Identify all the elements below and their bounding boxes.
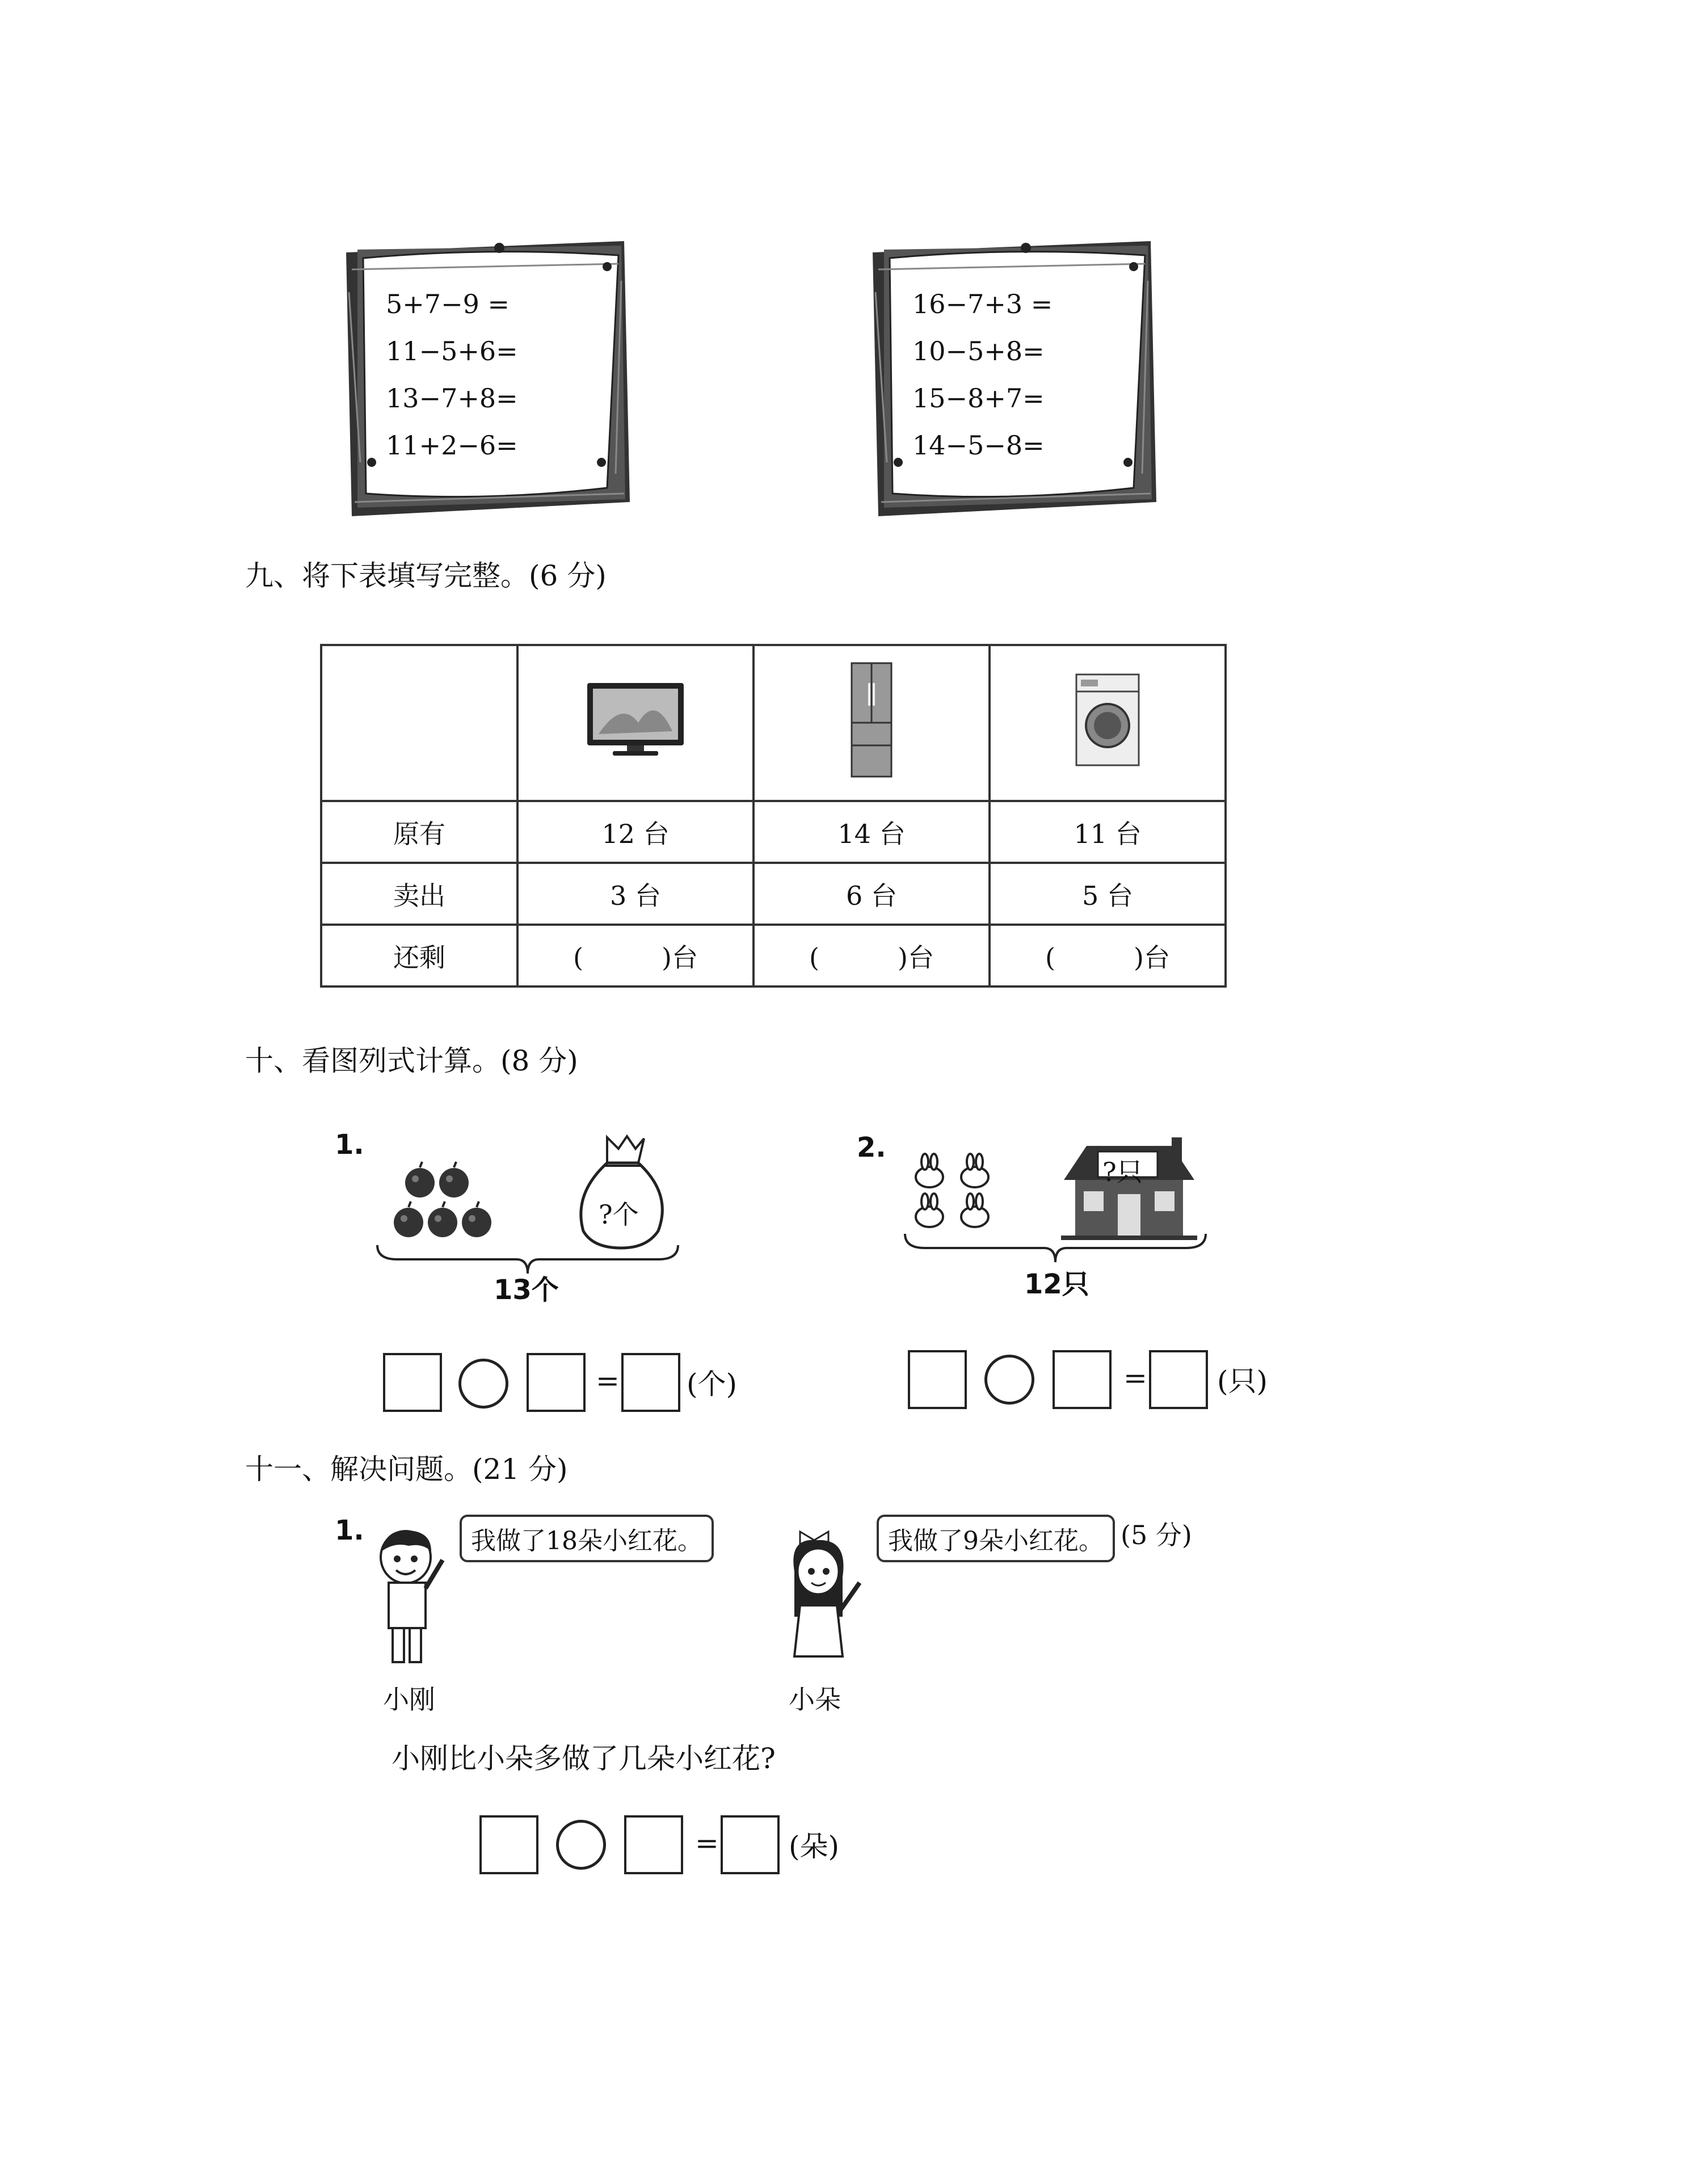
money-bag-icon [573,1132,670,1251]
answer-cell[interactable]: ( )台 [754,925,990,986]
answer-box[interactable] [527,1353,586,1412]
table-corner-cell [321,645,517,801]
equation: 15−8+7= [912,383,1045,414]
answer-box[interactable] [1053,1350,1112,1409]
boy-name: 小刚 [383,1684,435,1715]
points-label: (5 分) [1121,1520,1192,1550]
table-cell: 11 台 [990,801,1226,863]
answer-box[interactable] [1149,1350,1208,1409]
table-cell: 5 台 [990,863,1226,925]
table-cell: 14 台 [754,801,990,863]
unit-label: (个) [687,1368,738,1401]
girl-icon [783,1526,874,1668]
girl-speech-bubble: 我做了9朵小红花。 [877,1515,1115,1562]
bag-label: ?个 [599,1199,639,1230]
answer-box[interactable] [721,1815,780,1874]
equation: 10−5+8= [912,336,1045,366]
washing-machine-icon [1071,672,1144,768]
apples-icon [392,1157,505,1254]
answer-box[interactable] [908,1350,967,1409]
answer-box[interactable] [621,1353,680,1412]
unit-label: (只) [1217,1365,1268,1398]
table-cell: 12 台 [517,801,754,863]
question-text: 小刚比小朵多做了几朵小红花? [392,1742,776,1775]
tv-cell [517,645,754,801]
tv-icon [582,677,689,762]
section-9-title: 九、将下表填写完整。(6 分) [245,559,607,592]
equation-frame-1 [340,235,635,519]
rabbits-icon [908,1152,1004,1237]
house-label: ?只 [1102,1157,1143,1187]
operator-circle[interactable] [984,1355,1034,1405]
answer-box[interactable] [383,1353,442,1412]
question-number: 1. [335,1515,364,1546]
row-label: 原有 [321,801,517,863]
brace-icon [902,1231,1209,1265]
equals-sign: = [695,1827,719,1860]
answer-cell[interactable]: ( )台 [517,925,754,986]
boy-icon [369,1526,460,1668]
equation-list [912,281,1053,469]
total-label: 13个 [494,1274,559,1306]
equation: 5+7−9 = [386,289,510,319]
total-label: 12只 [1024,1268,1089,1300]
equation: 11+2−6= [386,430,518,461]
answer-cell[interactable]: ( )台 [990,925,1226,986]
equals-sign: = [1123,1361,1147,1394]
answer-box[interactable] [624,1815,683,1874]
unit-label: (朵) [789,1830,840,1863]
question-number: 2. [857,1132,886,1163]
equation: 16−7+3 = [912,289,1053,319]
row-label: 还剩 [321,925,517,986]
operator-circle[interactable] [556,1820,606,1870]
answer-box[interactable] [479,1815,538,1874]
question-number: 1. [335,1129,364,1161]
equation: 11−5+6= [386,336,518,366]
table-cell: 6 台 [754,863,990,925]
washer-cell [990,645,1226,801]
boy-speech-bubble: 我做了18朵小红花。 [460,1515,714,1562]
fridge-icon [843,660,900,779]
section-10-title: 十、看图列式计算。(8 分) [245,1044,578,1077]
equation: 13−7+8= [386,383,518,414]
sales-table [320,644,1227,988]
equals-sign: = [596,1364,620,1397]
operator-circle[interactable] [458,1359,508,1409]
table-cell: 3 台 [517,863,754,925]
equation-frame-2 [867,235,1162,519]
equation-list [386,281,518,469]
girl-name: 小朵 [789,1684,841,1715]
section-11-title: 十一、解决问题。(21 分) [245,1453,568,1486]
row-label: 卖出 [321,863,517,925]
fridge-cell [754,645,990,801]
equation: 14−5−8= [912,430,1045,461]
